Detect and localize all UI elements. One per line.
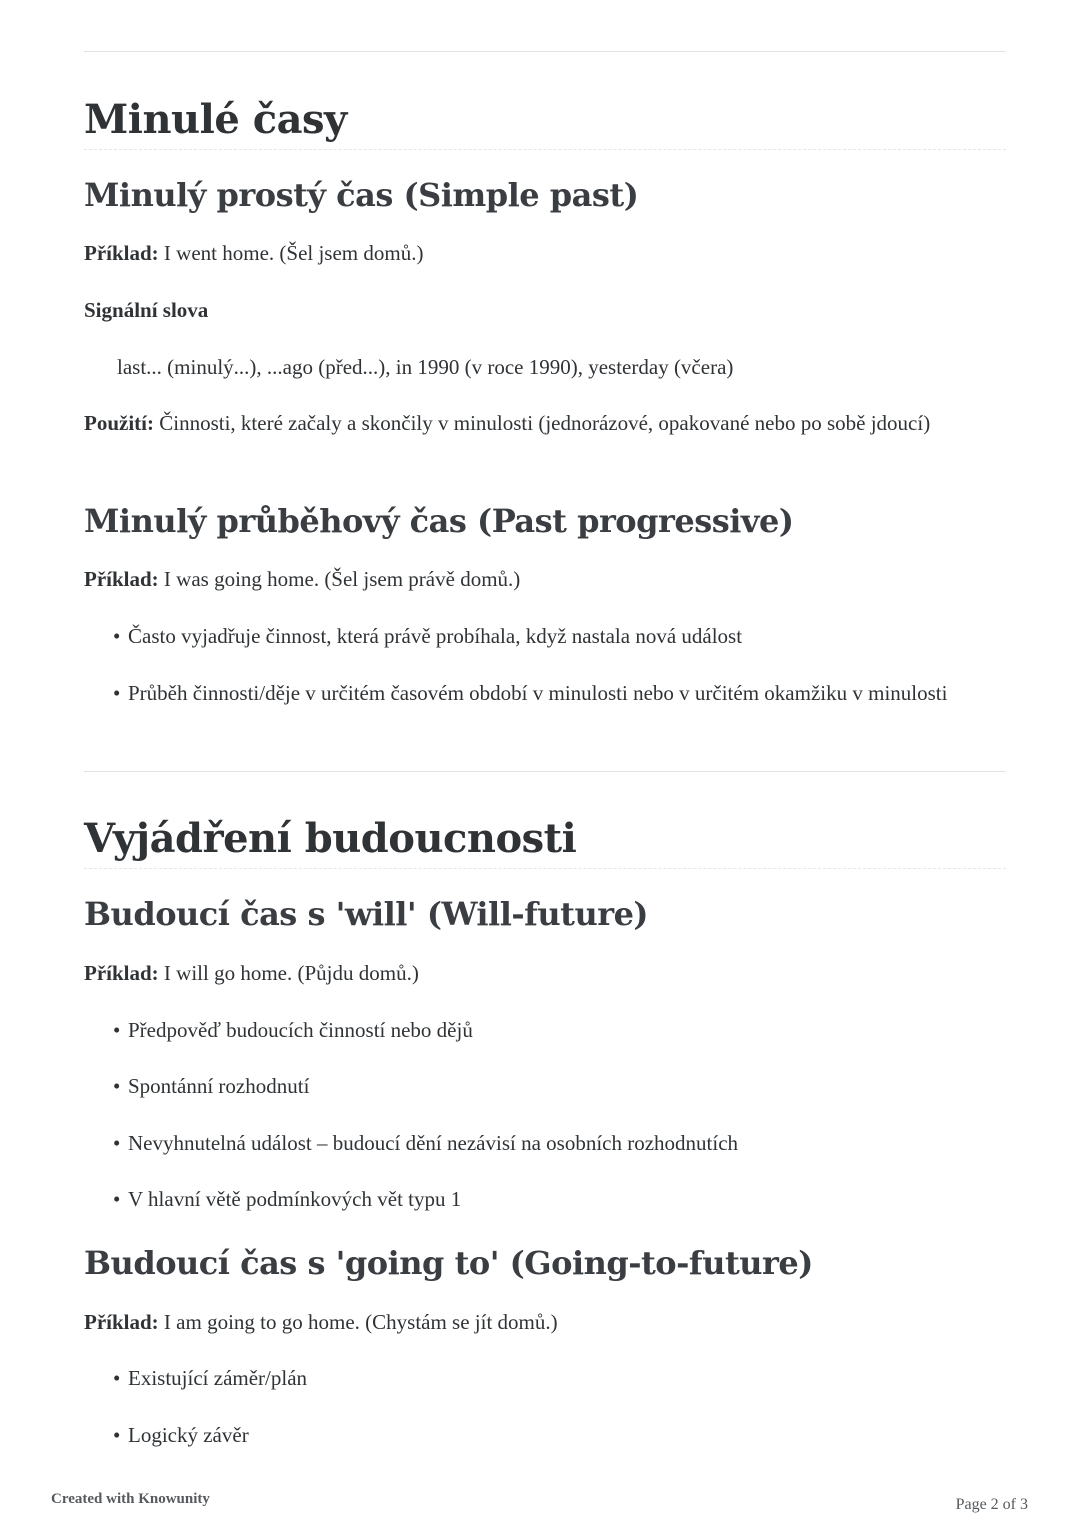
bullet-icon: • xyxy=(113,1018,121,1042)
example-label: Příklad: xyxy=(84,961,159,985)
example-label: Příklad: xyxy=(84,1310,159,1334)
example-text: I went home. (Šel jsem domů.) xyxy=(163,241,424,265)
list-item xyxy=(113,619,993,653)
top-divider xyxy=(84,51,1006,52)
title-underline xyxy=(84,868,1006,869)
bullet-icon: • xyxy=(113,1366,121,1390)
usage-label: Použití: xyxy=(84,411,154,435)
list-item xyxy=(113,1069,993,1103)
section-divider xyxy=(84,771,1006,772)
going-to-future-example xyxy=(84,1305,1006,1339)
list-item-text: V hlavní větě podmínkových vět typu 1 xyxy=(128,1187,462,1211)
list-item-text: Předpověď budoucích činností nebo dějů xyxy=(128,1018,473,1042)
section-title-future: Vyjádření budoucnosti xyxy=(84,815,577,862)
list-item xyxy=(113,676,993,710)
bullet-icon: • xyxy=(113,1423,121,1447)
example-label: Příklad: xyxy=(84,567,159,591)
heading-will-future: Budoucí čas s 'will' (Will-future) xyxy=(84,895,649,933)
will-future-example xyxy=(84,956,1006,990)
title-underline xyxy=(84,149,1006,150)
list-item xyxy=(113,1361,993,1395)
bullet-icon: • xyxy=(113,624,121,648)
list-item xyxy=(113,1013,993,1047)
example-label: Příklad: xyxy=(84,241,159,265)
simple-past-usage xyxy=(84,406,1006,440)
heading-past-progressive: Minulý průběhový čas (Past progressive) xyxy=(84,502,794,540)
past-progressive-example xyxy=(84,562,1006,596)
list-item xyxy=(113,1182,993,1216)
example-text: I will go home. (Půjdu domů.) xyxy=(163,961,419,985)
usage-text: Činnosti, které začaly a skončily v minulosti (jednorázové, opakované nebo po sobě jdoucí) xyxy=(159,411,931,435)
example-text: I was going home. (Šel jsem právě domů.) xyxy=(163,567,521,591)
heading-simple-past: Minulý prostý čas (Simple past) xyxy=(84,176,639,214)
section-title-past-tenses: Minulé časy xyxy=(84,96,347,143)
list-item-text: Často vyjadřuje činnost, která právě probíhala, když nastala nová událost xyxy=(128,624,743,648)
list-item-text: Logický závěr xyxy=(128,1423,249,1447)
list-item xyxy=(113,1126,993,1160)
signal-words-list: last... (minulý...), ...ago (před...), in 1990 (v roce 1990), yesterday (včera) xyxy=(117,355,734,379)
bullet-icon: • xyxy=(113,1074,121,1098)
page-number: Page 2 of 3 xyxy=(955,1496,1028,1513)
list-item-text: Průběh činnosti/děje v určitém časovém období v minulosti nebo v určitém okamžiku v minulosti xyxy=(128,681,948,705)
example-text: I am going to go home. (Chystám se jít domů.) xyxy=(163,1310,558,1334)
heading-going-to-future: Budoucí čas s 'going to' (Going-to-future) xyxy=(84,1244,813,1282)
list-item-text: Nevyhnutelná událost – budoucí dění nezávisí na osobních rozhodnutích xyxy=(128,1131,739,1155)
simple-past-example xyxy=(84,236,1006,270)
bullet-icon: • xyxy=(113,681,121,705)
bullet-icon: • xyxy=(113,1187,121,1211)
list-item xyxy=(113,1418,993,1452)
footer-credit: Created with Knowunity xyxy=(51,1491,210,1507)
bullet-icon: • xyxy=(113,1131,121,1155)
list-item-text: Existující záměr/plán xyxy=(128,1366,308,1390)
signal-words-heading: Signální slova xyxy=(84,298,209,322)
list-item-text: Spontánní rozhodnutí xyxy=(128,1074,310,1098)
